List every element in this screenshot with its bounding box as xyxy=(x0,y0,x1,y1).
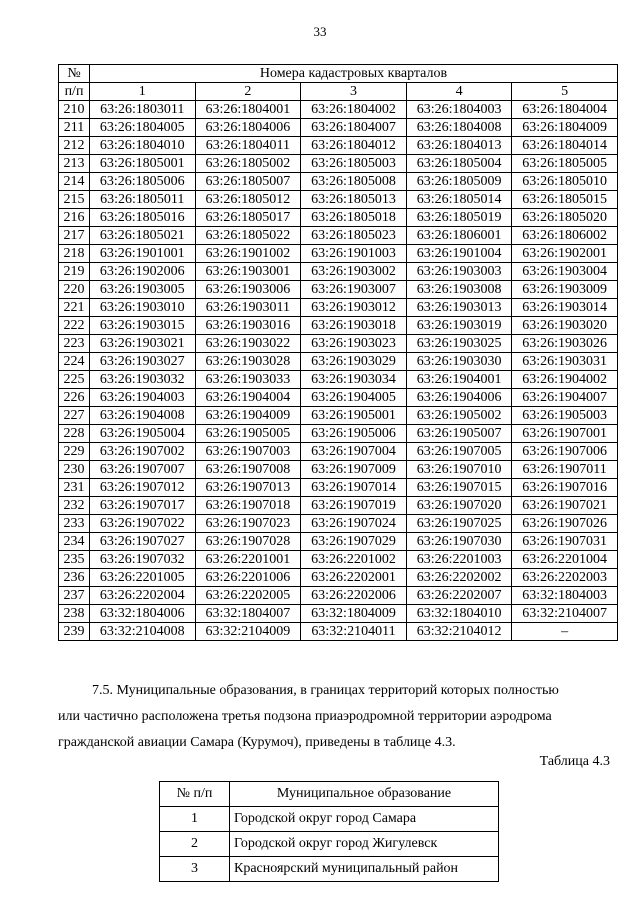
cadastral-quarter-cell: 63:26:1907007 xyxy=(90,461,196,479)
cadastral-quarter-cell: 63:26:1804002 xyxy=(301,101,407,119)
cadastral-quarter-cell: 63:26:2202005 xyxy=(195,587,301,605)
table-row xyxy=(59,371,618,389)
table-row xyxy=(59,569,618,587)
cadastral-quarter-cell: 63:26:1903011 xyxy=(195,299,301,317)
table-row xyxy=(59,533,618,551)
row-number-cell: 229 xyxy=(59,443,90,461)
cadastral-quarter-cell: 63:26:1907004 xyxy=(301,443,407,461)
cadastral-quarter-cell: 63:26:1904008 xyxy=(90,407,196,425)
column-number: 3 xyxy=(301,83,407,101)
row-number-cell: 214 xyxy=(59,173,90,191)
cadastral-quarter-cell: 63:26:1903002 xyxy=(301,263,407,281)
cadastral-quarter-cell: 63:26:1903016 xyxy=(195,317,301,335)
header-pp: п/п xyxy=(59,83,90,101)
cadastral-quarter-cell: 63:26:1901001 xyxy=(90,245,196,263)
municipality-name-cell: Городской округ город Жигулевск xyxy=(230,832,499,857)
cadastral-quarter-cell: 63:26:1805016 xyxy=(90,209,196,227)
table-row xyxy=(59,605,618,623)
cadastral-quarter-cell: 63:26:1907011 xyxy=(512,461,618,479)
table-column-numbers-row xyxy=(59,83,618,101)
cadastral-quarter-cell: 63:26:2201003 xyxy=(406,551,512,569)
cadastral-quarter-cell: 63:26:1907009 xyxy=(301,461,407,479)
cadastral-quarter-cell: 63:32:2104011 xyxy=(301,623,407,641)
cadastral-quarter-cell: 63:26:1907010 xyxy=(406,461,512,479)
cadastral-quarter-cell: 63:26:1903029 xyxy=(301,353,407,371)
cadastral-quarter-cell: 63:26:1907001 xyxy=(512,425,618,443)
paragraph-line: 7.5. Муниципальные образования, в границах территорий которых полностью xyxy=(92,683,559,698)
cadastral-quarter-cell: 63:26:1903019 xyxy=(406,317,512,335)
row-number-cell: 222 xyxy=(59,317,90,335)
cadastral-quarter-cell: 63:26:1904001 xyxy=(406,371,512,389)
cadastral-quarter-cell: 63:26:1805014 xyxy=(406,191,512,209)
column-number: 1 xyxy=(90,83,196,101)
cadastral-quarter-cell: 63:26:1907005 xyxy=(406,443,512,461)
cadastral-quarter-cell: 63:26:2202006 xyxy=(301,587,407,605)
cadastral-quarter-cell: 63:26:1907027 xyxy=(90,533,196,551)
table-row xyxy=(59,155,618,173)
cadastral-quarter-cell: 63:26:1903003 xyxy=(406,263,512,281)
cadastral-quarter-cell: 63:26:1902001 xyxy=(512,245,618,263)
cadastral-quarter-cell: 63:26:1903034 xyxy=(301,371,407,389)
cadastral-quarter-cell: 63:26:2202001 xyxy=(301,569,407,587)
cadastral-quarter-cell: 63:26:1905006 xyxy=(301,425,407,443)
cadastral-quarter-cell: 63:26:1804014 xyxy=(512,137,618,155)
cadastral-quarter-cell: 63:26:1903023 xyxy=(301,335,407,353)
cadastral-quarter-cell: 63:26:1903010 xyxy=(90,299,196,317)
cadastral-quarter-cell: 63:26:1805003 xyxy=(301,155,407,173)
cadastral-quarter-cell: 63:26:1804007 xyxy=(301,119,407,137)
row-number-cell: 232 xyxy=(59,497,90,515)
cadastral-quarter-cell: 63:26:1907012 xyxy=(90,479,196,497)
row-number-cell: 235 xyxy=(59,551,90,569)
cadastral-quarter-cell: 63:26:1903025 xyxy=(406,335,512,353)
cadastral-quarter-cell: 63:26:1804006 xyxy=(195,119,301,137)
table-header-row xyxy=(59,65,618,83)
cadastral-quarter-cell: 63:26:1903005 xyxy=(90,281,196,299)
cadastral-quarter-cell: 63:26:1805019 xyxy=(406,209,512,227)
table-row xyxy=(59,299,618,317)
table-row xyxy=(59,461,618,479)
cadastral-quarter-cell: – xyxy=(512,623,618,641)
cadastral-quarter-cell: 63:26:1805018 xyxy=(301,209,407,227)
cadastral-quarter-cell: 63:26:1806002 xyxy=(512,227,618,245)
paragraph-line: или частично расположена третья подзона приаэродромной территории аэродрома xyxy=(58,709,552,724)
row-number-cell: 215 xyxy=(59,191,90,209)
table-row xyxy=(59,101,618,119)
row-number-cell: 230 xyxy=(59,461,90,479)
header-quarters-title: Номера кадастровых кварталов xyxy=(90,65,618,83)
cadastral-quarter-cell: 63:26:1904006 xyxy=(406,389,512,407)
cadastral-quarter-cell: 63:26:1805005 xyxy=(512,155,618,173)
cadastral-quarter-cell: 63:26:1905002 xyxy=(406,407,512,425)
cadastral-quarter-cell: 63:26:1907025 xyxy=(406,515,512,533)
cadastral-quarter-cell: 63:26:1907013 xyxy=(195,479,301,497)
row-number-cell: 213 xyxy=(59,155,90,173)
row-number-cell: 225 xyxy=(59,371,90,389)
row-number-cell: 210 xyxy=(59,101,90,119)
cadastral-quarter-cell: 63:26:1907026 xyxy=(512,515,618,533)
cadastral-quarter-cell: 63:26:1907020 xyxy=(406,497,512,515)
cadastral-quarter-cell: 63:26:1805008 xyxy=(301,173,407,191)
table-row xyxy=(59,137,618,155)
cadastral-quarter-cell: 63:26:1907015 xyxy=(406,479,512,497)
cadastral-quarter-cell: 63:26:1901003 xyxy=(301,245,407,263)
table-row xyxy=(59,515,618,533)
cadastral-quarter-cell: 63:32:1804007 xyxy=(195,605,301,623)
cadastral-quarter-cell: 63:26:1903009 xyxy=(512,281,618,299)
cadastral-quarter-cell: 63:26:1804010 xyxy=(90,137,196,155)
cadastral-quarter-cell: 63:26:1805004 xyxy=(406,155,512,173)
cadastral-quarter-cell: 63:26:1904009 xyxy=(195,407,301,425)
table-row xyxy=(59,551,618,569)
cadastral-quarter-cell: 63:26:1905005 xyxy=(195,425,301,443)
cadastral-quarter-cell: 63:26:1907002 xyxy=(90,443,196,461)
municipalities-table-body xyxy=(160,807,499,882)
cadastral-quarter-cell: 63:26:1907022 xyxy=(90,515,196,533)
cadastral-quarter-cell: 63:26:1805012 xyxy=(195,191,301,209)
cadastral-quarter-cell: 63:32:2104009 xyxy=(195,623,301,641)
row-number-cell: 234 xyxy=(59,533,90,551)
column-number: 2 xyxy=(195,83,301,101)
row-number-cell: 221 xyxy=(59,299,90,317)
cadastral-quarter-cell: 63:26:1805020 xyxy=(512,209,618,227)
cadastral-quarter-cell: 63:26:1907003 xyxy=(195,443,301,461)
row-number-cell: 228 xyxy=(59,425,90,443)
cadastral-quarter-cell: 63:26:2201001 xyxy=(195,551,301,569)
cadastral-quarter-cell: 63:26:1907023 xyxy=(195,515,301,533)
cadastral-quarter-cell: 63:26:1804005 xyxy=(90,119,196,137)
cadastral-quarter-cell: 63:26:1805010 xyxy=(512,173,618,191)
cadastral-quarter-cell: 63:26:1903026 xyxy=(512,335,618,353)
cadastral-quarter-cell: 63:26:1903014 xyxy=(512,299,618,317)
row-number-cell: 227 xyxy=(59,407,90,425)
cadastral-quarter-cell: 63:26:1903028 xyxy=(195,353,301,371)
cadastral-quarter-cell: 63:26:1805001 xyxy=(90,155,196,173)
cadastral-quarter-cell: 63:26:1907028 xyxy=(195,533,301,551)
cadastral-quarter-cell: 63:26:1905003 xyxy=(512,407,618,425)
cadastral-quarter-cell: 63:26:1805011 xyxy=(90,191,196,209)
table-row xyxy=(59,443,618,461)
table-row xyxy=(59,209,618,227)
cadastral-quarter-cell: 63:32:2104007 xyxy=(512,605,618,623)
cadastral-quarter-cell: 63:26:1805023 xyxy=(301,227,407,245)
table-header-row xyxy=(160,782,499,807)
cadastral-quarter-cell: 63:26:1907014 xyxy=(301,479,407,497)
cadastral-quarter-cell: 63:26:2202007 xyxy=(406,587,512,605)
row-number-cell: 2 xyxy=(160,832,230,857)
paragraph-line: гражданской авиации Самара (Курумоч), приведены в таблице 4.3. xyxy=(58,735,456,750)
header-number: № п/п xyxy=(160,782,230,807)
cadastral-quarter-cell: 63:26:2202002 xyxy=(406,569,512,587)
table-row xyxy=(59,191,618,209)
cadastral-quarter-cell: 63:26:1905004 xyxy=(90,425,196,443)
cadastral-quarter-cell: 63:32:1804009 xyxy=(301,605,407,623)
row-number-cell: 231 xyxy=(59,479,90,497)
cadastral-quarter-cell: 63:26:1805007 xyxy=(195,173,301,191)
table-row xyxy=(160,807,499,832)
cadastral-quarter-cell: 63:26:1903015 xyxy=(90,317,196,335)
table-row xyxy=(59,317,618,335)
cadastral-quarter-cell: 63:26:1904004 xyxy=(195,389,301,407)
cadastral-quarter-cell: 63:26:1804003 xyxy=(406,101,512,119)
table-row xyxy=(59,173,618,191)
cadastral-quarter-cell: 63:26:1907018 xyxy=(195,497,301,515)
row-number-cell: 3 xyxy=(160,857,230,882)
cadastral-quarter-cell: 63:26:1804013 xyxy=(406,137,512,155)
cadastral-quarter-cell: 63:26:1903033 xyxy=(195,371,301,389)
cadastral-quarter-cell: 63:26:2201006 xyxy=(195,569,301,587)
municipalities-table xyxy=(159,781,499,882)
table-row xyxy=(59,407,618,425)
cadastral-quarter-cell: 63:26:1903030 xyxy=(406,353,512,371)
table-row xyxy=(59,353,618,371)
cadastral-quarter-cell: 63:26:1903020 xyxy=(512,317,618,335)
page-number: 33 xyxy=(313,24,327,39)
header-number-sign: № xyxy=(59,65,90,83)
cadastral-quarter-cell: 63:26:1803011 xyxy=(90,101,196,119)
cadastral-quarter-cell: 63:26:1903001 xyxy=(195,263,301,281)
municipality-name-cell: Городской округ город Самара xyxy=(230,807,499,832)
table-row xyxy=(160,832,499,857)
cadastral-quarter-cell: 63:26:1904002 xyxy=(512,371,618,389)
cadastral-quarter-cell: 63:26:1907031 xyxy=(512,533,618,551)
cadastral-quarter-cell: 63:32:2104012 xyxy=(406,623,512,641)
cadastral-quarter-cell: 63:26:1903022 xyxy=(195,335,301,353)
cadastral-quarter-cell: 63:26:1907030 xyxy=(406,533,512,551)
cadastral-quarter-cell: 63:26:1907006 xyxy=(512,443,618,461)
cadastral-quarter-cell: 63:26:1904007 xyxy=(512,389,618,407)
table-row xyxy=(59,497,618,515)
row-number-cell: 224 xyxy=(59,353,90,371)
municipality-name-cell: Красноярский муниципальный район xyxy=(230,857,499,882)
cadastral-quarter-cell: 63:26:1804004 xyxy=(512,101,618,119)
cadastral-quarter-cell: 63:26:1805006 xyxy=(90,173,196,191)
row-number-cell: 1 xyxy=(160,807,230,832)
row-number-cell: 237 xyxy=(59,587,90,605)
cadastral-quarter-cell: 63:26:1903032 xyxy=(90,371,196,389)
row-number-cell: 212 xyxy=(59,137,90,155)
cadastral-quarter-cell: 63:26:1805022 xyxy=(195,227,301,245)
row-number-cell: 238 xyxy=(59,605,90,623)
cadastral-quarter-cell: 63:26:1903031 xyxy=(512,353,618,371)
cadastral-quarter-cell: 63:26:1805009 xyxy=(406,173,512,191)
cadastral-quarter-cell: 63:26:1905001 xyxy=(301,407,407,425)
table-row xyxy=(59,425,618,443)
table-row xyxy=(59,245,618,263)
cadastral-quarter-cell: 63:26:1806001 xyxy=(406,227,512,245)
cadastral-quarter-cell: 63:26:1804012 xyxy=(301,137,407,155)
table-row xyxy=(59,281,618,299)
table-row xyxy=(59,623,618,641)
cadastral-quarter-cell: 63:26:1903018 xyxy=(301,317,407,335)
row-number-cell: 233 xyxy=(59,515,90,533)
cadastral-quarter-cell: 63:26:1901004 xyxy=(406,245,512,263)
row-number-cell: 218 xyxy=(59,245,90,263)
cadastral-quarter-cell: 63:26:1805002 xyxy=(195,155,301,173)
cadastral-quarter-cell: 63:26:1905007 xyxy=(406,425,512,443)
table-row xyxy=(59,587,618,605)
cadastral-quarter-cell: 63:26:1904005 xyxy=(301,389,407,407)
cadastral-quarter-cell: 63:26:1804011 xyxy=(195,137,301,155)
cadastral-quarter-cell: 63:32:1804006 xyxy=(90,605,196,623)
cadastral-quarter-cell: 63:26:1805013 xyxy=(301,191,407,209)
cadastral-quarter-cell: 63:26:1907021 xyxy=(512,497,618,515)
table-row xyxy=(59,263,618,281)
cadastral-quarter-cell: 63:26:1903008 xyxy=(406,281,512,299)
cadastral-quarter-cell: 63:26:1903012 xyxy=(301,299,407,317)
table-row xyxy=(59,227,618,245)
row-number-cell: 217 xyxy=(59,227,90,245)
cadastral-quarter-cell: 63:26:1903027 xyxy=(90,353,196,371)
cadastral-quarter-cell: 63:26:1901002 xyxy=(195,245,301,263)
cadastral-quarter-cell: 63:26:1907019 xyxy=(301,497,407,515)
cadastral-quarter-cell: 63:26:1904003 xyxy=(90,389,196,407)
row-number-cell: 219 xyxy=(59,263,90,281)
cadastral-quarter-cell: 63:26:1805017 xyxy=(195,209,301,227)
row-number-cell: 223 xyxy=(59,335,90,353)
cadastral-quarter-cell: 63:26:2201005 xyxy=(90,569,196,587)
cadastral-quarter-cell: 63:26:1907017 xyxy=(90,497,196,515)
cadastral-quarter-cell: 63:32:2104008 xyxy=(90,623,196,641)
column-number: 4 xyxy=(406,83,512,101)
table-row xyxy=(59,119,618,137)
cadastral-quarter-cell: 63:26:2201004 xyxy=(512,551,618,569)
table-caption: Таблица 4.3 xyxy=(539,754,610,769)
paragraph-7-5 xyxy=(58,678,600,756)
table-row xyxy=(59,389,618,407)
header-municipality: Муниципальное образование xyxy=(230,782,499,807)
cadastral-quarters-table xyxy=(58,64,618,641)
cadastral-quarter-cell: 63:26:1903021 xyxy=(90,335,196,353)
cadastral-quarter-cell: 63:26:1907032 xyxy=(90,551,196,569)
cadastral-quarter-cell: 63:26:1804009 xyxy=(512,119,618,137)
cadastral-quarter-cell: 63:26:1805021 xyxy=(90,227,196,245)
cadastral-quarter-cell: 63:26:2202004 xyxy=(90,587,196,605)
table-row xyxy=(59,479,618,497)
row-number-cell: 239 xyxy=(59,623,90,641)
cadastral-quarter-cell: 63:32:1804010 xyxy=(406,605,512,623)
cadastral-quarter-cell: 63:32:1804003 xyxy=(512,587,618,605)
row-number-cell: 220 xyxy=(59,281,90,299)
cadastral-quarter-cell: 63:26:1902006 xyxy=(90,263,196,281)
cadastral-quarter-cell: 63:26:1907016 xyxy=(512,479,618,497)
table-row xyxy=(160,857,499,882)
cadastral-quarter-cell: 63:26:1903013 xyxy=(406,299,512,317)
column-number: 5 xyxy=(512,83,618,101)
cadastral-quarter-cell: 63:26:2202003 xyxy=(512,569,618,587)
row-number-cell: 236 xyxy=(59,569,90,587)
cadastral-quarter-cell: 63:26:1903007 xyxy=(301,281,407,299)
cadastral-quarter-cell: 63:26:2201002 xyxy=(301,551,407,569)
cadastral-quarter-cell: 63:26:1907024 xyxy=(301,515,407,533)
row-number-cell: 216 xyxy=(59,209,90,227)
cadastral-quarter-cell: 63:26:1804008 xyxy=(406,119,512,137)
cadastral-quarter-cell: 63:26:1804001 xyxy=(195,101,301,119)
cadastral-quarter-cell: 63:26:1903006 xyxy=(195,281,301,299)
cadastral-quarter-cell: 63:26:1907029 xyxy=(301,533,407,551)
row-number-cell: 226 xyxy=(59,389,90,407)
row-number-cell: 211 xyxy=(59,119,90,137)
cadastral-quarter-cell: 63:26:1907008 xyxy=(195,461,301,479)
quarters-table-body xyxy=(59,101,618,641)
cadastral-quarter-cell: 63:26:1903004 xyxy=(512,263,618,281)
cadastral-quarter-cell: 63:26:1805015 xyxy=(512,191,618,209)
table-row xyxy=(59,335,618,353)
